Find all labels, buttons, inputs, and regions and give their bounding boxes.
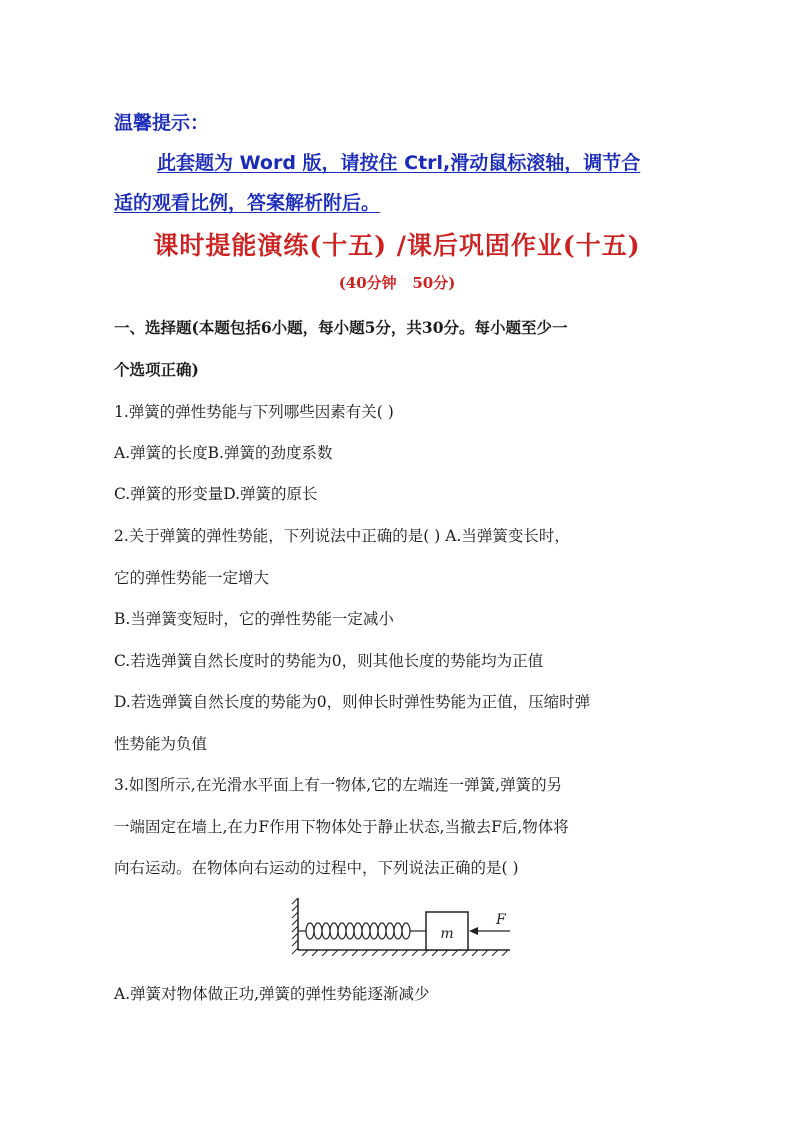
spring-mass-figure bbox=[288, 894, 518, 956]
force-arrow bbox=[469, 927, 510, 935]
spring bbox=[298, 923, 426, 939]
question-2-line-2: 它的弹性势能一定增大 bbox=[114, 569, 270, 587]
section-heading-line-2: 个选项正确) bbox=[114, 360, 199, 379]
question-1-options-ab: A.弹簧的长度B.弹簧的劲度系数 bbox=[114, 444, 333, 462]
time-score-subtitle: (40分钟 50分) bbox=[338, 274, 456, 292]
question-3: 3.如图所示,在光滑水平面上有一物体,它的左端连一弹簧,弹簧的另 bbox=[114, 776, 563, 794]
question-3-line-2: 一端固定在墙上,在力F作用下物体处于静止状态,当撤去F后,物体将 bbox=[114, 818, 569, 836]
question-2-option-b: B.当弹簧变短时，它的弹性势能一定减小 bbox=[114, 610, 394, 628]
question-2-option-d-cont: 性势能为负值 bbox=[114, 735, 208, 753]
mass-label: m bbox=[440, 926, 454, 942]
notice-line-2-text: 适的观看比例，答案解析附后 bbox=[114, 192, 362, 214]
question-3-line-3: 向右运动。在物体向右运动的过程中，下列说法正确的是( ) bbox=[114, 859, 519, 877]
question-1-options-cd: C.弹簧的形变量D.弹簧的原长 bbox=[114, 485, 318, 503]
question-2: 2.关于弹簧的弹性势能，下列说法中正确的是( ) A.当弹簧变长时， bbox=[114, 527, 570, 545]
question-1: 1.弹簧的弹性势能与下列哪些因素有关( ) bbox=[114, 403, 394, 421]
question-2-option-c: C.若选弹簧自然长度时的势能为0，则其他长度的势能均为正值 bbox=[114, 652, 544, 670]
force-label: F bbox=[496, 912, 506, 928]
notice-line-2-end: 。 bbox=[361, 192, 381, 214]
question-2-option-d: D.若选弹簧自然长度的势能为0，则伸长时弹性势能为正值，压缩时弹 bbox=[114, 693, 591, 711]
page-title: 课时提能演练(十五) /课后巩固作业(十五) bbox=[153, 231, 641, 260]
question-3-option-a: A.弹簧对物体做正功,弹簧的弹性势能逐渐减少 bbox=[114, 985, 430, 1003]
notice-line-1: 此套题为 Word 版，请按住 Ctrl,滑动鼠标滚轴，调节合 bbox=[157, 152, 641, 174]
notice-title: 温馨提示： bbox=[114, 112, 210, 134]
notice-line-2 bbox=[114, 188, 380, 215]
section-heading-line-1: 一、选择题(本题包括6小题，每小题5分，共30分。每小题至少一 bbox=[114, 318, 568, 337]
